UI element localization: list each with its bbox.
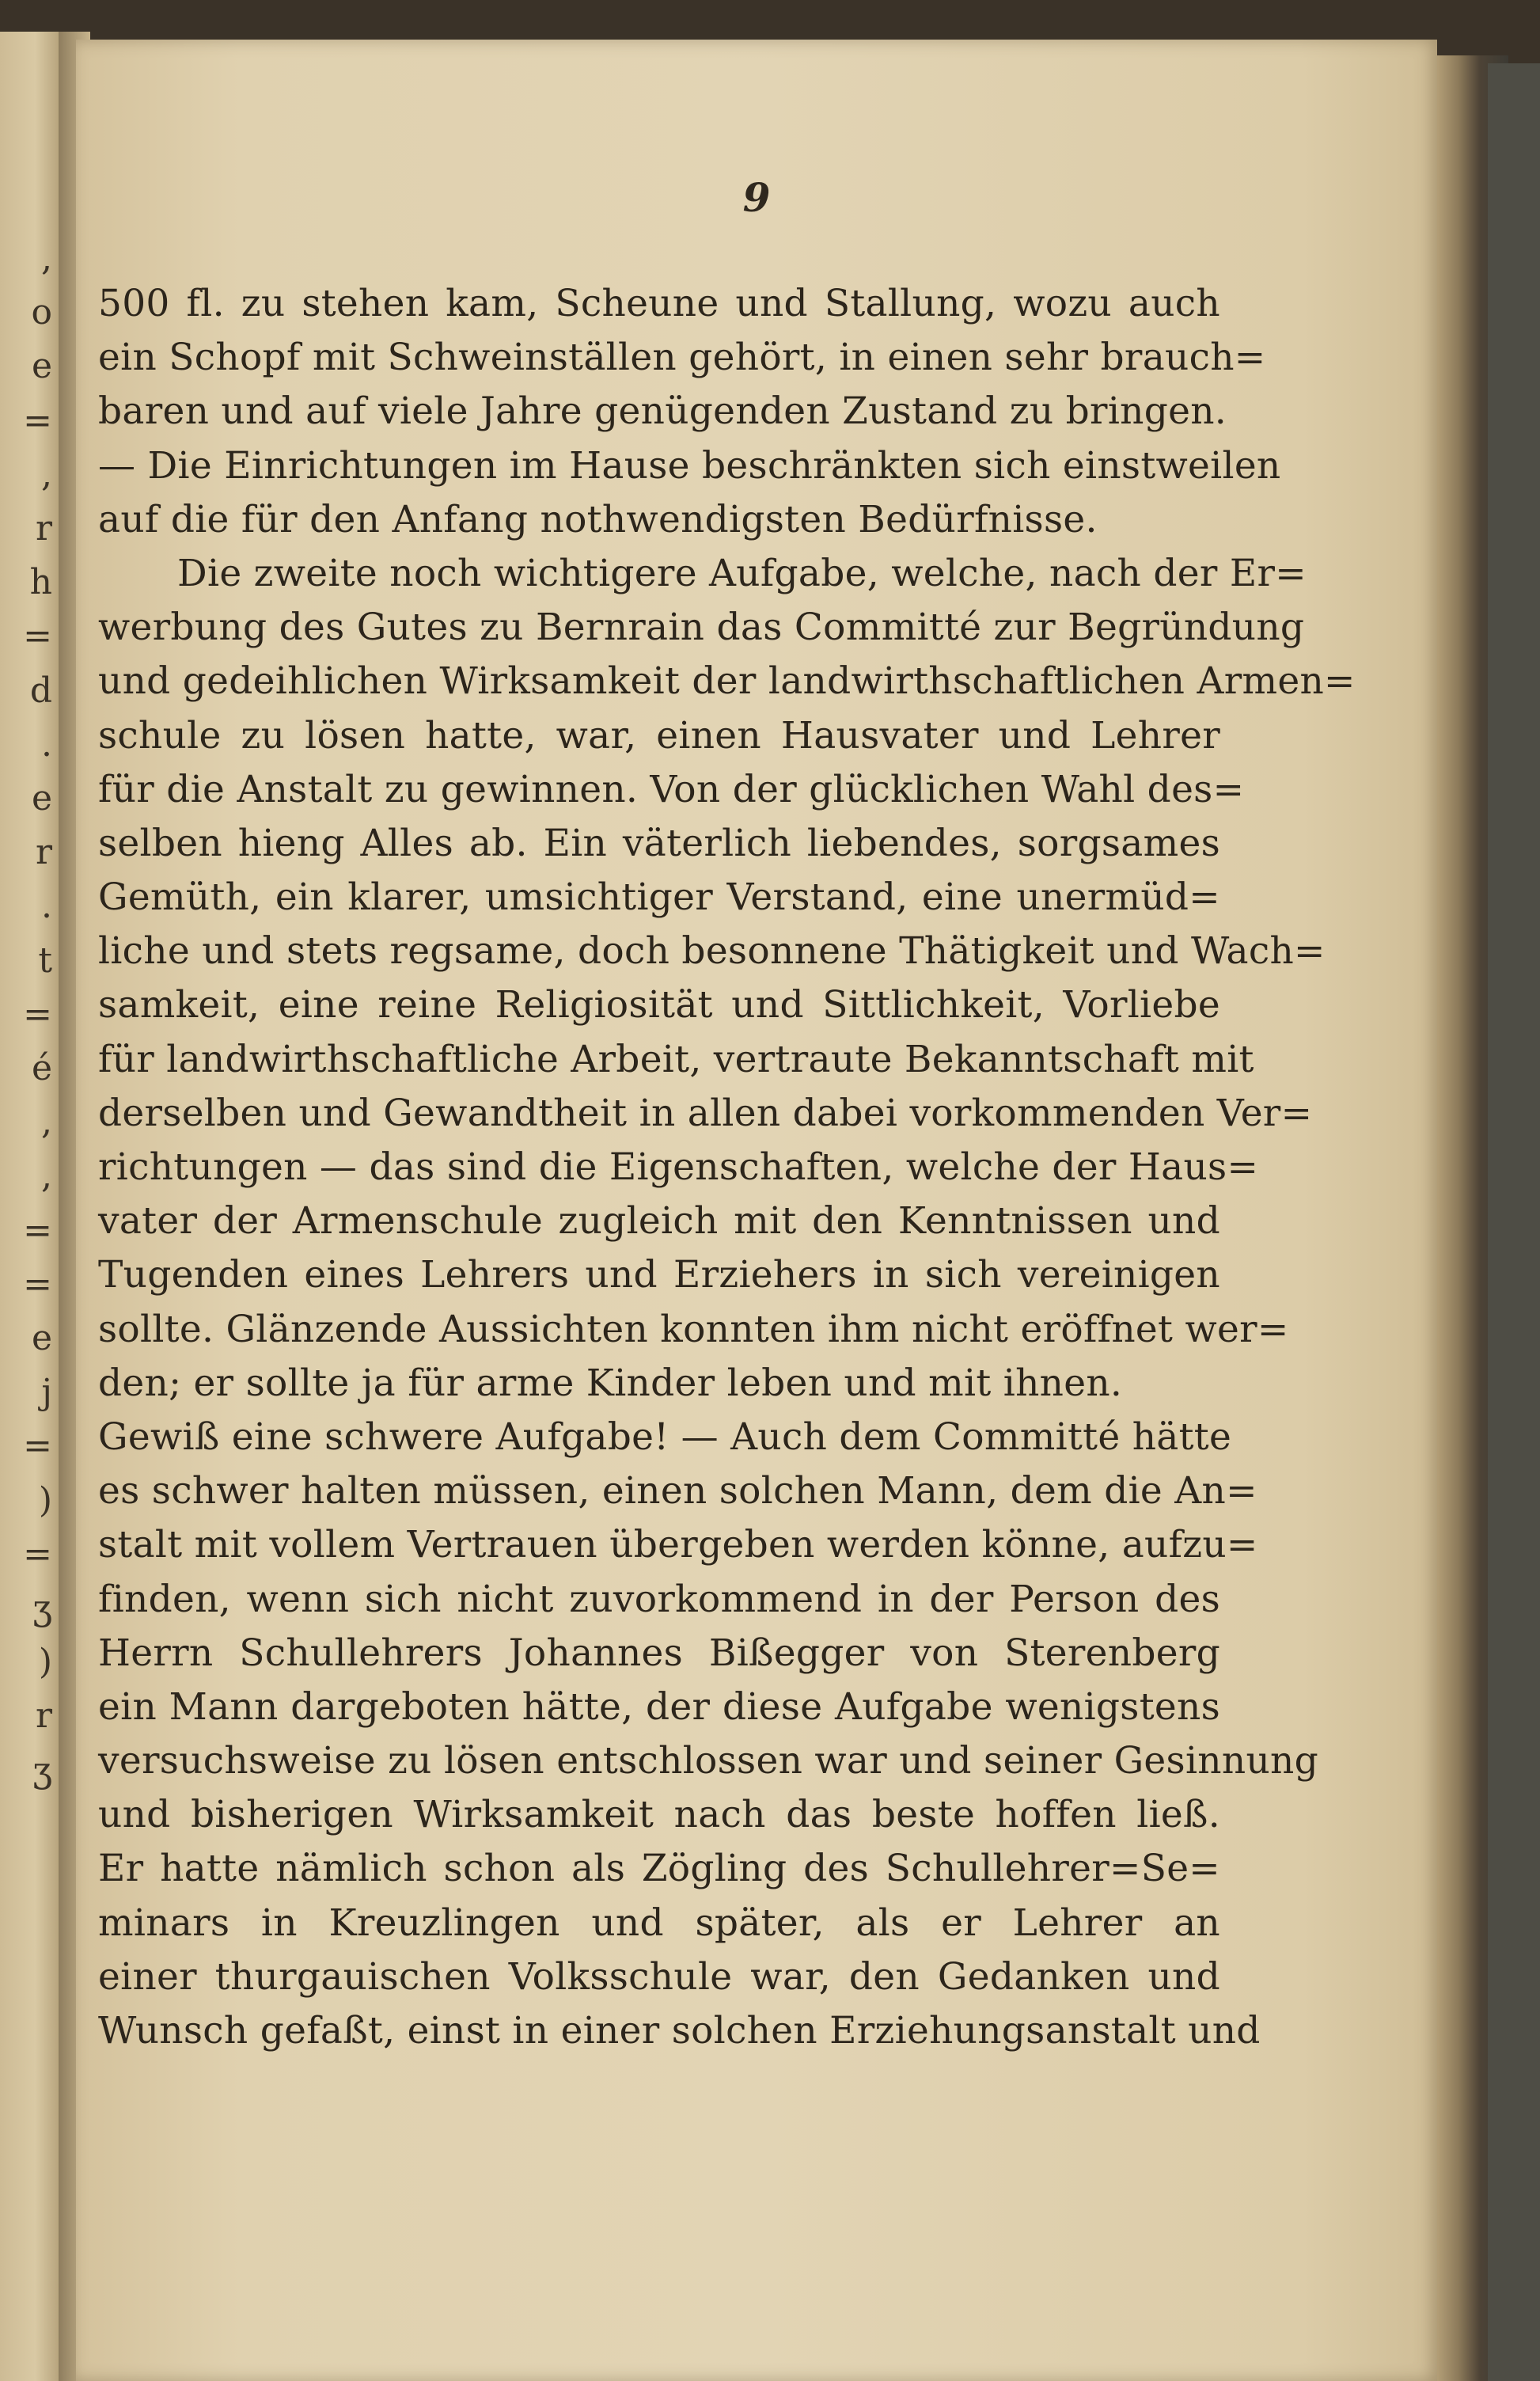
page-body-text bbox=[98, 277, 1356, 2058]
previous-page-fragment: ʒ bbox=[32, 1749, 52, 1790]
text-line: und gedeihlichen Wirksamkeit der landwirthschaftlichen Armen= bbox=[98, 659, 1356, 704]
previous-page-fragment: ʒ bbox=[32, 1588, 52, 1628]
text-line: schule zu lösen hatte, war, einen Hausvater und Lehrer bbox=[98, 713, 1220, 758]
previous-page-fragment: = bbox=[23, 616, 52, 657]
text-line: für landwirthschaftliche Arbeit, vertraute Bekanntschaft mit bbox=[98, 1037, 1254, 1081]
previous-page-fragment: é bbox=[31, 1048, 52, 1088]
previous-page-fragment: e bbox=[31, 778, 52, 818]
text-line: Gemüth, ein klarer, umsichtiger Verstand, eine unermüd= bbox=[98, 875, 1220, 920]
previous-page-fragment: t bbox=[38, 940, 52, 981]
book-page bbox=[76, 40, 1437, 2381]
text-line: werbung des Gutes zu Bernrain das Committé zur Begründung bbox=[98, 606, 1305, 650]
page-number: 9 bbox=[742, 174, 771, 221]
book-cover bbox=[1488, 63, 1540, 2381]
text-line: liche und stets regsame, doch besonnene Thätigkeit und Wach= bbox=[98, 929, 1326, 974]
text-line: sollte. Glänzende Aussichten konnten ihm nicht eröffnet wer= bbox=[98, 1307, 1289, 1351]
previous-page-fragment: r bbox=[35, 832, 52, 873]
text-line: Die zweite noch wichtigere Aufgabe, welche, nach der Er= bbox=[177, 551, 1307, 595]
previous-page-edge bbox=[0, 32, 59, 2381]
text-line: ein Schopf mit Schweinställen gehört, in einen sehr brauch= bbox=[98, 336, 1266, 380]
text-line: es schwer halten müssen, einen solchen Mann, dem die An= bbox=[98, 1469, 1257, 1513]
text-line: für die Anstalt zu gewinnen. Von der glücklichen Wahl des= bbox=[98, 767, 1245, 811]
previous-page-fragment: = bbox=[23, 1426, 52, 1467]
previous-page-fragment: ) bbox=[38, 1479, 52, 1521]
text-line: Tugenden eines Lehrers und Erziehers in sich vereinigen bbox=[98, 1253, 1220, 1297]
text-line: finden, wenn sich nicht zuvorkommend in der Person des bbox=[98, 1577, 1220, 1621]
text-line: selben hieng Alles ab. Ein väterlich liebendes, sorgsames bbox=[98, 821, 1220, 865]
previous-page-fragment: , bbox=[41, 1156, 52, 1197]
previous-page-fragment: ) bbox=[38, 1642, 52, 1683]
previous-page-fragment: . bbox=[41, 886, 52, 927]
previous-page-fragment: o bbox=[31, 292, 52, 333]
text-line: Gewiß eine schwere Aufgabe! — Auch dem Committé hätte bbox=[98, 1415, 1232, 1459]
text-line: stalt mit vollem Vertrauen übergeben werden könne, aufzu= bbox=[98, 1523, 1258, 1567]
text-line: derselben und Gewandtheit in allen dabei vorkommenden Ver= bbox=[98, 1091, 1313, 1135]
text-line: den; er sollte ja für arme Kinder leben und mit ihnen. bbox=[98, 1361, 1123, 1405]
previous-page-fragment: . bbox=[41, 723, 52, 765]
text-line: Er hatte nämlich schon als Zögling des Schullehrer=Se= bbox=[98, 1847, 1220, 1891]
previous-page-fragment: h bbox=[29, 562, 52, 603]
previous-page-fragment: = bbox=[23, 1533, 52, 1574]
text-line: Wunsch gefaßt, einst in einer solchen Erziehungsanstalt und bbox=[98, 2009, 1261, 2053]
previous-page-fragment: , bbox=[41, 238, 52, 279]
previous-page-fragment: = bbox=[23, 993, 52, 1035]
previous-page-fragment: = bbox=[23, 1263, 52, 1304]
previous-page-fragment: j bbox=[41, 1372, 52, 1413]
previous-page-fragment: r bbox=[35, 1696, 52, 1737]
text-line: auf die für den Anfang nothwendigsten Bedürfnisse. bbox=[98, 497, 1098, 541]
text-line: versuchsweise zu lösen entschlossen war und seiner Gesinnung bbox=[98, 1739, 1318, 1783]
previous-page-fragment: d bbox=[29, 670, 52, 711]
previous-page-fragment: e bbox=[31, 346, 52, 387]
text-line: 500 fl. zu stehen kam, Scheune und Stallung, wozu auch bbox=[98, 282, 1220, 325]
previous-page-fragment: = bbox=[23, 400, 52, 441]
previous-page-fragment: e bbox=[31, 1318, 52, 1358]
text-line: — Die Einrichtungen im Hause beschränkten sich einstweilen bbox=[98, 443, 1281, 488]
text-line: Herrn Schullehrers Johannes Bißegger von Sterenberg bbox=[98, 1631, 1220, 1675]
text-line: samkeit, eine reine Religiosität und Sittlichkeit, Vorliebe bbox=[98, 983, 1220, 1027]
text-line: ein Mann dargeboten hätte, der diese Aufgabe wenigstens bbox=[98, 1684, 1220, 1729]
text-line: baren und auf viele Jahre genügenden Zustand zu bringen. bbox=[98, 389, 1227, 434]
previous-page-fragment: , bbox=[41, 454, 52, 495]
text-line: minars in Kreuzlingen und später, als er Lehrer an bbox=[98, 1901, 1220, 1945]
text-line: vater der Armenschule zugleich mit den Kenntnissen und bbox=[98, 1199, 1220, 1244]
text-line: einer thurgauischen Volksschule war, den Gedanken und bbox=[98, 1954, 1220, 1999]
previous-page-fragment: = bbox=[23, 1209, 52, 1251]
text-line: richtungen — das sind die Eigenschaften, welche der Haus= bbox=[98, 1145, 1259, 1189]
text-line: und bisherigen Wirksamkeit nach das beste hoffen ließ. bbox=[98, 1793, 1220, 1837]
previous-page-fragment: r bbox=[35, 508, 52, 549]
previous-page-fragment: , bbox=[41, 1102, 52, 1143]
